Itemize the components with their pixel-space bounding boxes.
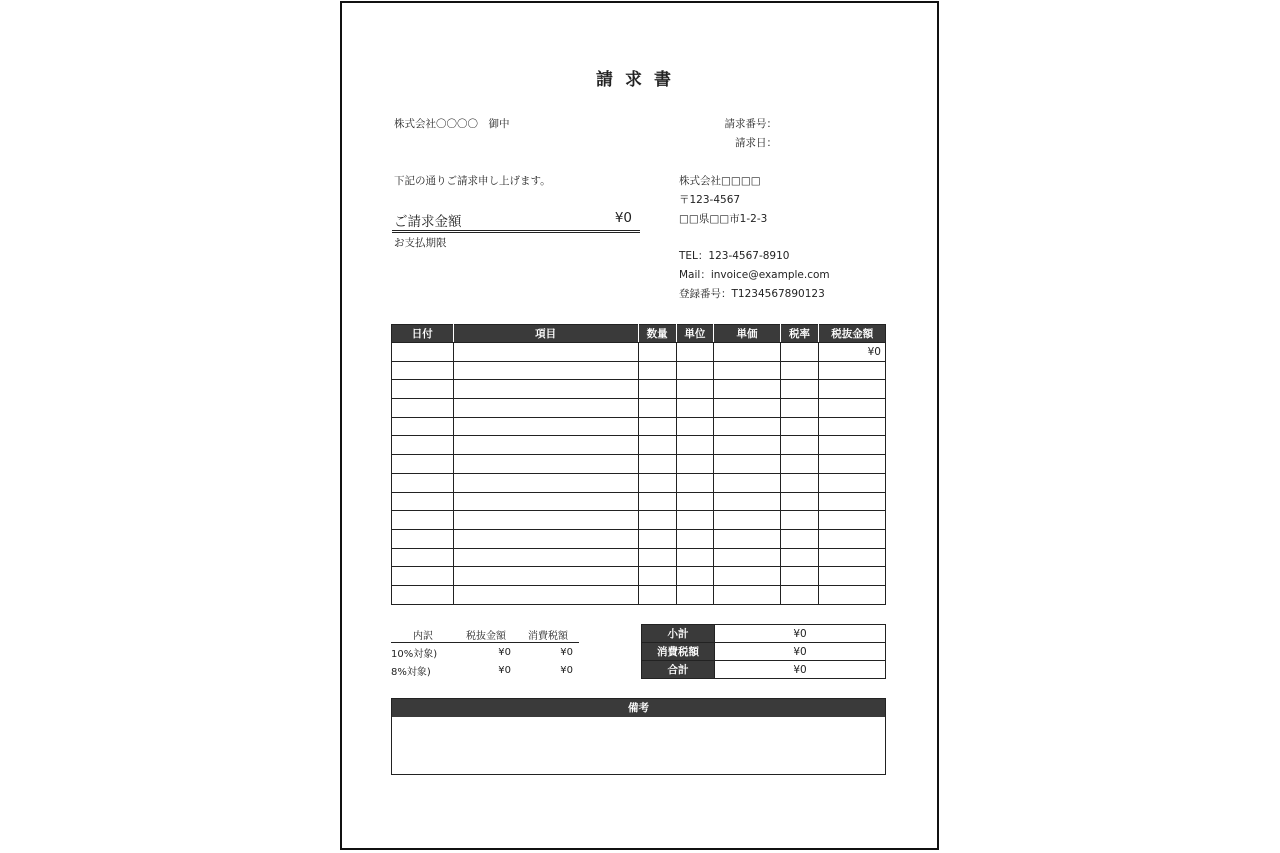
table-cell [638,436,676,455]
consumption-tax-label: 消費税額 [642,643,715,661]
table-cell [714,361,780,380]
table-cell [638,399,676,418]
table-cell [638,473,676,492]
table-cell [780,492,819,511]
table-cell [714,511,780,530]
issuer-tel: TEL：123-4567-8910 [679,250,790,262]
issuer-mail: Mail：invoice@example.com [679,269,830,281]
table-row [392,455,886,474]
table-row [392,473,886,492]
subtotal-value: ¥0 [715,625,886,643]
table-cell [638,361,676,380]
col-unit: 単位 [676,325,714,343]
table-cell [780,399,819,418]
table-cell [392,585,454,604]
table-cell [819,455,886,474]
table-cell [453,361,638,380]
table-cell [676,548,714,567]
table-cell [819,361,886,380]
billing-amount-box [392,208,640,233]
table-cell [453,343,638,362]
notes-label: 備考 [392,699,885,717]
table-row [392,436,886,455]
col-quantity: 数量 [638,325,676,343]
table-cell [453,417,638,436]
table-cell [676,361,714,380]
table-cell [392,417,454,436]
table-cell [638,492,676,511]
table-cell [714,529,780,548]
table-cell [714,436,780,455]
table-cell [780,529,819,548]
table-cell [676,492,714,511]
table-cell: ¥0 [819,343,886,362]
table-cell [676,417,714,436]
table-cell [819,417,886,436]
breakdown-net: ¥0 [498,664,511,676]
items-body [392,343,886,605]
table-cell [392,380,454,399]
table-cell [819,380,886,399]
table-row [392,380,886,399]
breakdown-row-8 [391,661,579,679]
table-cell [453,492,638,511]
table-cell [638,548,676,567]
table-cell [819,511,886,530]
notes-box [391,698,886,775]
table-cell [676,380,714,399]
table-cell [638,567,676,586]
table-cell [819,548,886,567]
table-cell [392,511,454,530]
table-cell [819,567,886,586]
table-cell [453,585,638,604]
consumption-tax-value: ¥0 [715,643,886,661]
table-cell [714,417,780,436]
table-row [392,343,886,362]
document-title: 請求書 [596,70,683,90]
table-cell [392,567,454,586]
breakdown-tax: ¥0 [560,646,573,658]
table-cell [392,548,454,567]
breakdown-label: 10%対象) [391,648,438,660]
table-row [392,511,886,530]
col-tax-rate: 税率 [780,325,819,343]
table-cell [453,455,638,474]
table-cell [676,511,714,530]
table-cell [780,548,819,567]
table-row [392,399,886,418]
table-cell [392,492,454,511]
table-cell [453,548,638,567]
breakdown-header-net: 税抜金額 [455,626,517,643]
table-cell [714,380,780,399]
table-cell [392,436,454,455]
table-cell [638,343,676,362]
total-label: 合計 [642,661,715,679]
table-cell [638,529,676,548]
table-row [392,567,886,586]
billing-amount-value: ¥0 [614,210,632,226]
table-cell [392,529,454,548]
table-cell [780,511,819,530]
table-cell [453,511,638,530]
table-cell [780,361,819,380]
breakdown-net: ¥0 [498,646,511,658]
billing-amount-label: ご請求金額 [394,214,462,230]
issuer-address: □□県□□市1-2-3 [679,213,768,225]
table-row [392,529,886,548]
table-cell [819,529,886,548]
invoice-number-label: 請求番号： [724,118,777,130]
table-cell [392,361,454,380]
items-table [391,324,886,605]
totals-table [641,624,886,679]
col-net-amount: 税抜金額 [819,325,886,343]
breakdown-row-10 [391,643,579,662]
issuer-postal: 〒123-4567 [679,194,741,206]
table-cell [392,343,454,362]
table-cell [392,473,454,492]
table-cell [453,567,638,586]
table-cell [780,343,819,362]
invoice-sheet [340,1,939,850]
table-cell [780,567,819,586]
table-row [392,492,886,511]
table-cell [676,343,714,362]
table-cell [714,585,780,604]
table-cell [714,548,780,567]
table-cell [453,473,638,492]
due-date-label: お支払期限 [394,237,447,249]
breakdown-header-tax: 消費税額 [517,626,579,643]
table-cell [714,343,780,362]
table-cell [676,567,714,586]
table-cell [392,399,454,418]
breakdown-tax: ¥0 [560,664,573,676]
table-cell [453,529,638,548]
table-cell [714,399,780,418]
table-cell [819,436,886,455]
issuer-company: 株式会社□□□□ [679,175,761,187]
col-date: 日付 [392,325,454,343]
total-value: ¥0 [715,661,886,679]
table-cell [676,436,714,455]
table-row [392,361,886,380]
breakdown-label: 8%対象) [391,666,431,678]
table-cell [714,492,780,511]
intro-text: 下記の通りご請求申し上げます。 [394,175,551,187]
table-cell [676,585,714,604]
table-row [392,585,886,604]
table-cell [676,455,714,474]
breakdown-header-label: 内訳 [391,626,455,643]
items-header-row [392,325,886,343]
tax-breakdown-table [391,626,579,679]
table-cell [780,455,819,474]
table-cell [453,380,638,399]
table-cell [392,455,454,474]
table-cell [638,511,676,530]
table-cell [676,399,714,418]
recipient-name: 株式会社〇〇〇〇 御中 [394,118,510,130]
table-cell [780,436,819,455]
subtotal-label: 小計 [642,625,715,643]
table-cell [780,585,819,604]
invoice-date-label: 請求日： [735,137,777,149]
table-cell [638,585,676,604]
table-cell [780,473,819,492]
table-cell [780,380,819,399]
table-cell [780,417,819,436]
table-cell [676,529,714,548]
table-cell [819,473,886,492]
table-cell [714,567,780,586]
table-cell [819,492,886,511]
table-cell [714,473,780,492]
table-cell [819,585,886,604]
col-item: 項目 [453,325,638,343]
table-cell [676,473,714,492]
table-cell [638,380,676,399]
col-unit-price: 単価 [714,325,780,343]
table-cell [819,399,886,418]
table-row [392,548,886,567]
table-cell [638,455,676,474]
table-row [392,417,886,436]
table-cell [453,436,638,455]
table-cell [453,399,638,418]
issuer-registration: 登録番号：T1234567890123 [679,288,825,300]
table-cell [714,455,780,474]
table-cell [638,417,676,436]
